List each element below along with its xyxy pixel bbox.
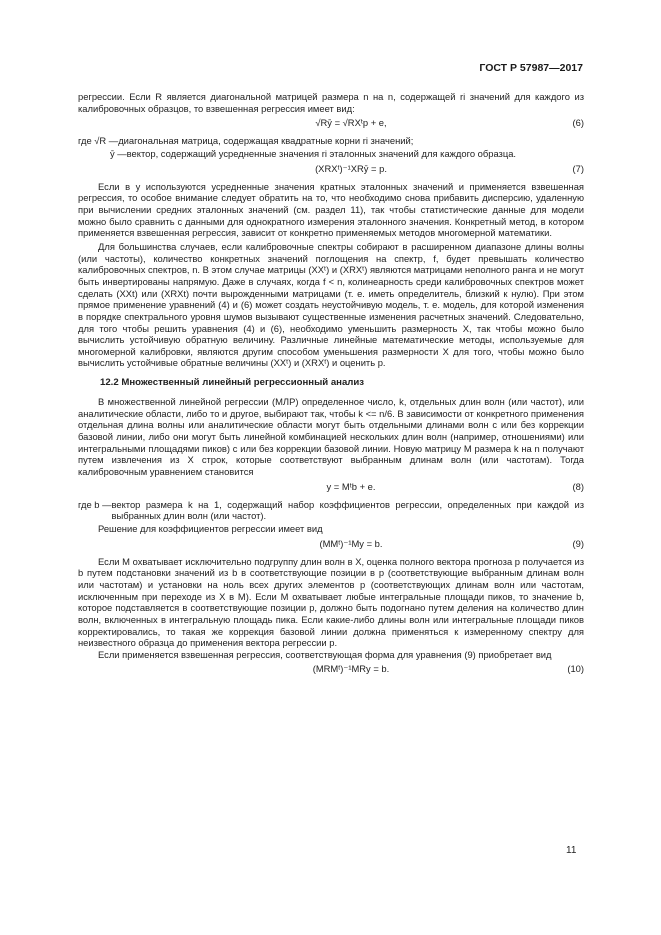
- paragraph-intro: регрессии. Если R является диагональной матрицей размера n на n, содержащей ri значений для каждого из калибровочных образцов, то взвешенная регрессия имеет вид:: [78, 91, 584, 114]
- definition-b-symbol: где b —: [78, 498, 112, 510]
- paragraph-mlr: В множественной линейной регрессии (МЛР) определенное число, k, отдельных длин волн (или частот), или аналитические области, либо то и другое, выбирают так, чтобы k <= n/6. В зависимости от конкретного применения отдельная длина волны или аналитические области могут быть отдельными длинами волн с или без коррекции базовой линии, либо они могут быть линейной комбинацией нескольких длин волн (например, отношениями) или интегральными площадями пиков) с или без коррекции базовой линии. Новую матрицу M размера k на n получают путем извлечения из X строк, которые соответствуют выбранным длинам волн (или частотам). Тогда калибровочным уравнением становится: [78, 396, 584, 477]
- equation-7-body: (XRXᵗ)⁻¹XRȳ = p.: [315, 162, 387, 174]
- equation-6-number: (6): [572, 117, 584, 129]
- equation-9: [78, 538, 584, 552]
- definition-y-bar-symbol: ȳ —: [110, 147, 127, 159]
- definition-y-bar: [78, 148, 584, 160]
- definition-sqrt-r-symbol: где √R —: [78, 135, 119, 147]
- equation-8-number: (8): [572, 480, 584, 492]
- equation-8: [78, 481, 584, 495]
- paragraph-prediction-vector: Если M охватывает исключительно подгруппу длин волн в X, оценка полного вектора прогноза p получается из b путем подстановки значений из b в соответствующие позиции в p (соответствующие выбранным длинам волн или частотам) и установки на ноль всех других элементов p (соответствующих длинам волн или частотам, исключенным при переходе из X в M). Если M охватывает любые интегральные площади пиков, то значение b, которое подставляется в соответствующие позиции p, должно быть подогнано путем деления на количество длин волн, включенных в интегральную площадь пика. Если какие-либо длины волн или интегральные площади пиков корректировались, то такая же коррекция базовой линии должна применяться к измеренному спектру для неизвестного образца до применения вектора регрессии p.: [78, 555, 584, 649]
- equation-6: [78, 117, 584, 131]
- equation-10: [78, 663, 584, 677]
- equation-10-number: (10): [567, 663, 584, 675]
- document-body: [78, 91, 584, 681]
- definition-y-bar-text: вектор, содержащий усредненные значения ri эталонных значений для каждого образца.: [126, 147, 517, 159]
- equation-6-body: √Rȳ = √RXᵗp + e,: [315, 117, 387, 129]
- paragraph-solution: Решение для коэффициентов регрессии имеет вид: [98, 522, 323, 534]
- equation-9-body: (MMᵗ)⁻¹My = b.: [319, 537, 383, 549]
- definition-b: [78, 499, 584, 522]
- equation-8-body: y = Mᵗb + e.: [326, 480, 376, 492]
- definition-sqrt-r: [78, 135, 584, 147]
- paragraph-dimension-reduction: Для большинства случаев, если калибровочные спектры собирают в расширенном диапазоне длины волны (или частоты), количество конкретных значений поглощения на спектр, f, будет превышать количество калибровочных спектров, n. В этом случае матрицы (XXᵗ) и (XRXᵗ) являются матрицами неполного ранга и не могут быть инвертированы напрямую. Даже в случаях, когда f < n, колинеарность среди калибровочных спектров может сделать (XXt) или (XRXt) почти вырожденными матрицами (т. е. иметь определитель, близкий к нулю). При этом прямое применение уравнений (4) и (6) может создать неустойчивую модель, т. е. модель, для которой изменения в порядке спектрального уровня шумов вызывают существенные изменения расчетных значений. Следовательно, для того чтобы решить уравнения (4) и (6), необходимо уменьшить размерность X, так чтобы можно было вычислить устойчивую обратную величину. Различные линейные математические методы, используемые для многомерной калибровки, являются другим способом уменьшения размерности X для того, чтобы можно было вычислить устойчивые обратные величины (XXᵗ) и (XRXᵗ) и оценить p.: [78, 240, 584, 369]
- paragraph-weighted-regression: Если в y используются усредненные значения кратных эталонных значений и применяется взвешенная регрессия, то особое внимание следует обратить на то, что необходимо снова прибавить дисперсию, удаленную при вычислении средних эталонных значений (см. раздел 11), так чтобы статистические данные для модели можно было сравнить с данными для однократного измерения эталонного значения. Конкретный метод, в котором применяется взвешенная регрессия, зависит от конкретно применяемых методов многомерной математики.: [78, 180, 584, 239]
- equation-9-number: (9): [572, 537, 584, 549]
- document-id-header: ГОСТ Р 57987—2017: [479, 62, 583, 74]
- section-heading-12-2: 12.2 Множественный линейный регрессионный анализ: [100, 377, 365, 389]
- definition-b-text: вектор размера k на 1, содержащий набор коэффициентов регрессии, определенных при каждой из выбранных длин волн (или частот).: [111, 498, 584, 522]
- page-number: 11: [566, 845, 577, 856]
- definition-sqrt-r-text: диагональная матрица, содержащая квадратные корни ri значений;: [118, 135, 414, 147]
- equation-7: [78, 163, 584, 177]
- equation-10-body: (MRMᵗ)⁻¹MRy = b.: [312, 663, 390, 675]
- equation-7-number: (7): [572, 162, 584, 174]
- paragraph-weighted-form: Если применяется взвешенная регрессия, соответствующая форма для уравнения (9) приобретает вид: [98, 648, 552, 660]
